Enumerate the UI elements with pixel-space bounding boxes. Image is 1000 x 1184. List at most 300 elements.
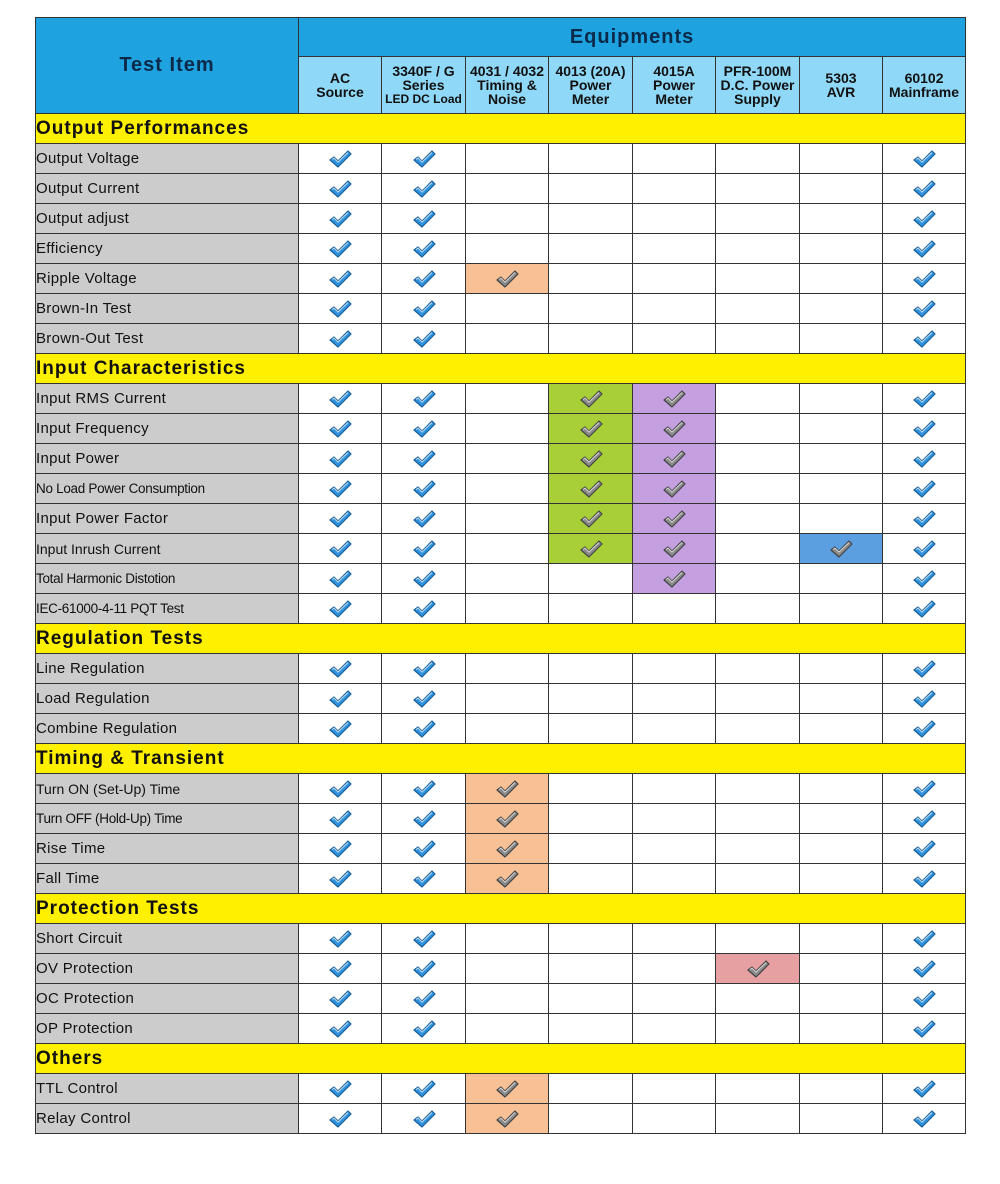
matrix-cell (883, 804, 966, 834)
matrix-cell (382, 174, 466, 204)
matrix-cell (883, 864, 966, 894)
matrix-cell (299, 654, 382, 684)
checkmark-icon (579, 449, 603, 469)
matrix-cell (466, 384, 549, 414)
table-row (36, 504, 966, 534)
matrix-cell (633, 204, 716, 234)
matrix-cell (633, 1074, 716, 1104)
matrix-cell (716, 264, 800, 294)
matrix-cell (800, 924, 883, 954)
checkmark-icon (328, 959, 352, 979)
matrix-cell (382, 684, 466, 714)
matrix-cell (800, 264, 883, 294)
test-item-label: Input Frequency (36, 414, 299, 444)
column-header-line: 5303 (825, 70, 857, 86)
table-row (36, 264, 966, 294)
column-header-line: Series (402, 77, 445, 93)
checkmark-icon (912, 479, 936, 499)
matrix-cell (800, 834, 883, 864)
checkmark-icon (912, 299, 936, 319)
matrix-cell (716, 594, 800, 624)
checkmark-icon (328, 269, 352, 289)
matrix-cell (883, 504, 966, 534)
matrix-cell (716, 1074, 800, 1104)
equipment-column-header (299, 57, 382, 114)
matrix-cell (800, 444, 883, 474)
test-item-label: No Load Power Consumption (36, 474, 299, 504)
checkmark-icon (328, 449, 352, 469)
matrix-cell (549, 564, 633, 594)
matrix-cell (382, 324, 466, 354)
table-row (36, 174, 966, 204)
matrix-cell (549, 324, 633, 354)
matrix-cell (716, 864, 800, 894)
checkmark-icon (495, 269, 519, 289)
checkmark-icon (912, 779, 936, 799)
checkmark-icon (912, 869, 936, 889)
test-item-label: Efficiency (36, 234, 299, 264)
section-row (36, 894, 966, 924)
column-header-line: AC (329, 70, 351, 86)
matrix-cell (883, 774, 966, 804)
matrix-cell (633, 684, 716, 714)
matrix-cell (883, 1104, 966, 1134)
checkmark-icon (495, 1109, 519, 1129)
matrix-cell (299, 924, 382, 954)
matrix-cell (466, 984, 549, 1014)
column-header-line: Source (316, 84, 364, 100)
matrix-cell (466, 264, 549, 294)
checkmark-icon (412, 209, 436, 229)
matrix-cell (299, 834, 382, 864)
matrix-cell (549, 834, 633, 864)
column-header-line: Power (652, 77, 695, 93)
checkmark-icon (412, 959, 436, 979)
test-item-label: Load Regulation (36, 684, 299, 714)
checkmark-icon (412, 479, 436, 499)
table-row (36, 804, 966, 834)
matrix-cell (299, 294, 382, 324)
matrix-cell (466, 174, 549, 204)
table-row (36, 474, 966, 504)
checkmark-icon (662, 389, 686, 409)
matrix-cell (466, 444, 549, 474)
checkmark-icon (662, 419, 686, 439)
checkmark-icon (412, 929, 436, 949)
matrix-cell (549, 414, 633, 444)
test-item-label: Fall Time (36, 864, 299, 894)
matrix-cell (800, 1074, 883, 1104)
table-row (36, 324, 966, 354)
checkmark-icon (412, 389, 436, 409)
matrix-cell (800, 414, 883, 444)
test-item-label: Combine Regulation (36, 714, 299, 744)
column-header-line: 60102 (904, 70, 944, 86)
test-item-label: TTL Control (36, 1074, 299, 1104)
matrix-cell (716, 1104, 800, 1134)
checkmark-icon (412, 569, 436, 589)
section-title: Regulation Tests (36, 624, 966, 654)
matrix-cell (883, 654, 966, 684)
matrix-cell (466, 414, 549, 444)
equipment-column-header (883, 57, 966, 114)
checkmark-icon (328, 389, 352, 409)
checkmark-icon (495, 869, 519, 889)
matrix-cell (382, 954, 466, 984)
matrix-cell (299, 954, 382, 984)
matrix-cell (633, 384, 716, 414)
table-row (36, 984, 966, 1014)
matrix-cell (800, 564, 883, 594)
matrix-cell (466, 1104, 549, 1134)
matrix-cell (716, 174, 800, 204)
table-row (36, 954, 966, 984)
checkmark-icon (662, 569, 686, 589)
checkmark-icon (412, 299, 436, 319)
column-header-line: Supply (734, 91, 781, 107)
matrix-cell (549, 444, 633, 474)
checkmark-icon (328, 239, 352, 259)
matrix-cell (382, 144, 466, 174)
section-row (36, 744, 966, 774)
checkmark-icon (579, 539, 603, 559)
matrix-cell (549, 984, 633, 1014)
matrix-cell (633, 414, 716, 444)
matrix-cell (382, 414, 466, 444)
matrix-cell (883, 144, 966, 174)
column-header-line: AVR (826, 84, 856, 100)
table-row (36, 714, 966, 744)
checkmark-icon (912, 929, 936, 949)
table-row (36, 864, 966, 894)
checkmark-icon (662, 479, 686, 499)
test-item-label: Relay Control (36, 1104, 299, 1134)
checkmark-icon (328, 299, 352, 319)
matrix-cell (633, 1014, 716, 1044)
matrix-cell (299, 684, 382, 714)
matrix-cell (716, 804, 800, 834)
checkmark-icon (328, 719, 352, 739)
matrix-cell (633, 654, 716, 684)
checkmark-icon (829, 539, 853, 559)
matrix-cell (716, 324, 800, 354)
matrix-cell (633, 474, 716, 504)
checkmark-icon (328, 479, 352, 499)
matrix-cell (299, 144, 382, 174)
checkmark-icon (912, 389, 936, 409)
table-row (36, 534, 966, 564)
checkmark-icon (412, 1019, 436, 1039)
column-header-line: 3340F / G (392, 63, 455, 79)
matrix-cell (549, 654, 633, 684)
column-header-line: Meter (655, 91, 693, 107)
matrix-cell (800, 474, 883, 504)
test-item-label: OP Protection (36, 1014, 299, 1044)
matrix-cell (299, 774, 382, 804)
matrix-cell (633, 714, 716, 744)
matrix-cell (883, 924, 966, 954)
matrix-cell (883, 474, 966, 504)
matrix-cell (466, 234, 549, 264)
matrix-cell (382, 714, 466, 744)
matrix-cell (549, 1104, 633, 1134)
checkmark-icon (912, 659, 936, 679)
section-title: Protection Tests (36, 894, 966, 924)
matrix-cell (549, 264, 633, 294)
test-item-label: Line Regulation (36, 654, 299, 684)
matrix-cell (299, 864, 382, 894)
table-row (36, 924, 966, 954)
test-item-label: Rise Time (36, 834, 299, 864)
matrix-cell (716, 444, 800, 474)
matrix-cell (299, 384, 382, 414)
matrix-cell (466, 594, 549, 624)
matrix-cell (633, 504, 716, 534)
test-item-label: Turn ON (Set-Up) Time (36, 774, 299, 804)
matrix-cell (299, 324, 382, 354)
matrix-cell (466, 294, 549, 324)
matrix-cell (800, 144, 883, 174)
matrix-cell (466, 1014, 549, 1044)
matrix-cell (382, 474, 466, 504)
matrix-cell (883, 564, 966, 594)
matrix-cell (800, 684, 883, 714)
matrix-cell (466, 954, 549, 984)
matrix-cell (382, 204, 466, 234)
matrix-cell (299, 204, 382, 234)
matrix-cell (716, 984, 800, 1014)
matrix-cell (800, 1014, 883, 1044)
checkmark-icon (579, 509, 603, 529)
equipment-column-header (382, 57, 466, 114)
checkmark-icon (328, 779, 352, 799)
checkmark-icon (912, 809, 936, 829)
matrix-cell (382, 864, 466, 894)
checkmark-icon (412, 419, 436, 439)
matrix-cell (299, 234, 382, 264)
matrix-cell (883, 174, 966, 204)
matrix-cell (549, 804, 633, 834)
matrix-cell (299, 984, 382, 1014)
matrix-cell (549, 594, 633, 624)
table-row (36, 594, 966, 624)
checkmark-icon (412, 659, 436, 679)
matrix-cell (800, 864, 883, 894)
test-item-label: Total Harmonic Distotion (36, 564, 299, 594)
checkmark-icon (412, 1079, 436, 1099)
column-header-line: PFR-100M (723, 63, 792, 79)
matrix-cell (716, 714, 800, 744)
test-item-label: Input Inrush Current (36, 534, 299, 564)
checkmark-icon (912, 239, 936, 259)
matrix-cell (716, 654, 800, 684)
column-header-line: D.C. Power (720, 77, 795, 93)
table-row (36, 834, 966, 864)
table-row (36, 444, 966, 474)
equipment-column-header (716, 57, 800, 114)
matrix-cell (883, 234, 966, 264)
test-item-label: Brown-Out Test (36, 324, 299, 354)
column-header-line: 4031 / 4032 (470, 63, 544, 79)
checkmark-icon (328, 839, 352, 859)
checkmark-icon (662, 449, 686, 469)
matrix-cell (466, 504, 549, 534)
checkmark-icon (412, 839, 436, 859)
matrix-cell (299, 804, 382, 834)
matrix-cell (299, 444, 382, 474)
matrix-cell (549, 204, 633, 234)
matrix-cell (716, 414, 800, 444)
test-item-label: Short Circuit (36, 924, 299, 954)
matrix-cell (299, 1014, 382, 1044)
checkmark-icon (412, 779, 436, 799)
checkmark-icon (579, 419, 603, 439)
checkmark-icon (328, 809, 352, 829)
checkmark-icon (912, 689, 936, 709)
matrix-cell (382, 444, 466, 474)
matrix-cell (883, 414, 966, 444)
section-row (36, 114, 966, 144)
checkmark-icon (328, 509, 352, 529)
checkmark-icon (912, 599, 936, 619)
table-row (36, 654, 966, 684)
checkmark-icon (912, 269, 936, 289)
equipments-header: Equipments (299, 18, 966, 57)
checkmark-icon (328, 419, 352, 439)
matrix-cell (633, 444, 716, 474)
matrix-cell (466, 204, 549, 234)
matrix-cell (549, 714, 633, 744)
checkmark-icon (912, 449, 936, 469)
checkmark-icon (412, 269, 436, 289)
matrix-cell (549, 1074, 633, 1104)
matrix-cell (633, 954, 716, 984)
matrix-cell (382, 984, 466, 1014)
checkmark-icon (495, 1079, 519, 1099)
table-row (36, 384, 966, 414)
matrix-cell (549, 294, 633, 324)
matrix-cell (800, 594, 883, 624)
checkmark-icon (412, 689, 436, 709)
matrix-cell (466, 474, 549, 504)
matrix-cell (883, 714, 966, 744)
matrix-cell (883, 324, 966, 354)
column-header-line: Timing & (477, 77, 537, 93)
matrix-cell (382, 924, 466, 954)
matrix-cell (883, 1074, 966, 1104)
checkmark-icon (412, 239, 436, 259)
matrix-cell (883, 954, 966, 984)
column-header-line: LED DC Load (385, 92, 462, 106)
checkmark-icon (412, 869, 436, 889)
matrix-cell (633, 984, 716, 1014)
matrix-cell (299, 264, 382, 294)
matrix-cell (883, 294, 966, 324)
test-item-label: Ripple Voltage (36, 264, 299, 294)
checkmark-icon (412, 509, 436, 529)
test-item-label: Output adjust (36, 204, 299, 234)
matrix-cell (633, 324, 716, 354)
matrix-cell (633, 174, 716, 204)
matrix-cell (549, 924, 633, 954)
matrix-cell (883, 684, 966, 714)
test-item-label: OV Protection (36, 954, 299, 984)
matrix-cell (883, 834, 966, 864)
matrix-cell (299, 504, 382, 534)
checkmark-icon (328, 149, 352, 169)
table-row (36, 684, 966, 714)
matrix-cell (466, 564, 549, 594)
matrix-cell (549, 534, 633, 564)
test-item-label: IEC-61000-4-11 PQT Test (36, 594, 299, 624)
matrix-cell (466, 1074, 549, 1104)
matrix-cell (382, 1104, 466, 1134)
checkmark-icon (912, 509, 936, 529)
matrix-cell (716, 294, 800, 324)
section-row (36, 1044, 966, 1074)
matrix-cell (633, 774, 716, 804)
checkmark-icon (328, 599, 352, 619)
test-item-label: Brown-In Test (36, 294, 299, 324)
matrix-cell (800, 384, 883, 414)
matrix-cell (466, 144, 549, 174)
matrix-cell (800, 714, 883, 744)
test-item-label: OC Protection (36, 984, 299, 1014)
matrix-cell (466, 654, 549, 684)
matrix-cell (299, 174, 382, 204)
matrix-cell (800, 234, 883, 264)
checkmark-icon (912, 959, 936, 979)
matrix-cell (800, 774, 883, 804)
matrix-cell (466, 324, 549, 354)
checkmark-icon (328, 329, 352, 349)
section-row (36, 624, 966, 654)
matrix-cell (466, 534, 549, 564)
matrix-cell (633, 1104, 716, 1134)
matrix-cell (382, 1074, 466, 1104)
checkmark-icon (328, 179, 352, 199)
checkmark-icon (412, 149, 436, 169)
matrix-cell (716, 384, 800, 414)
matrix-cell (382, 234, 466, 264)
matrix-cell (883, 1014, 966, 1044)
checkmark-icon (662, 539, 686, 559)
matrix-cell (633, 534, 716, 564)
section-title: Output Performances (36, 114, 966, 144)
matrix-cell (883, 204, 966, 234)
table-row (36, 234, 966, 264)
test-item-label: Turn OFF (Hold-Up) Time (36, 804, 299, 834)
checkmark-icon (912, 149, 936, 169)
matrix-cell (800, 174, 883, 204)
matrix-cell (883, 534, 966, 564)
column-header-line: 4015A (653, 63, 695, 79)
matrix-cell (382, 564, 466, 594)
matrix-cell (382, 384, 466, 414)
matrix-cell (633, 864, 716, 894)
matrix-cell (716, 144, 800, 174)
matrix-cell (466, 804, 549, 834)
matrix-cell (549, 174, 633, 204)
matrix-cell (800, 804, 883, 834)
checkmark-icon (912, 989, 936, 1009)
matrix-cell (633, 234, 716, 264)
matrix-cell (633, 144, 716, 174)
matrix-cell (633, 834, 716, 864)
checkmark-icon (328, 689, 352, 709)
matrix-cell (299, 474, 382, 504)
checkmark-icon (412, 539, 436, 559)
